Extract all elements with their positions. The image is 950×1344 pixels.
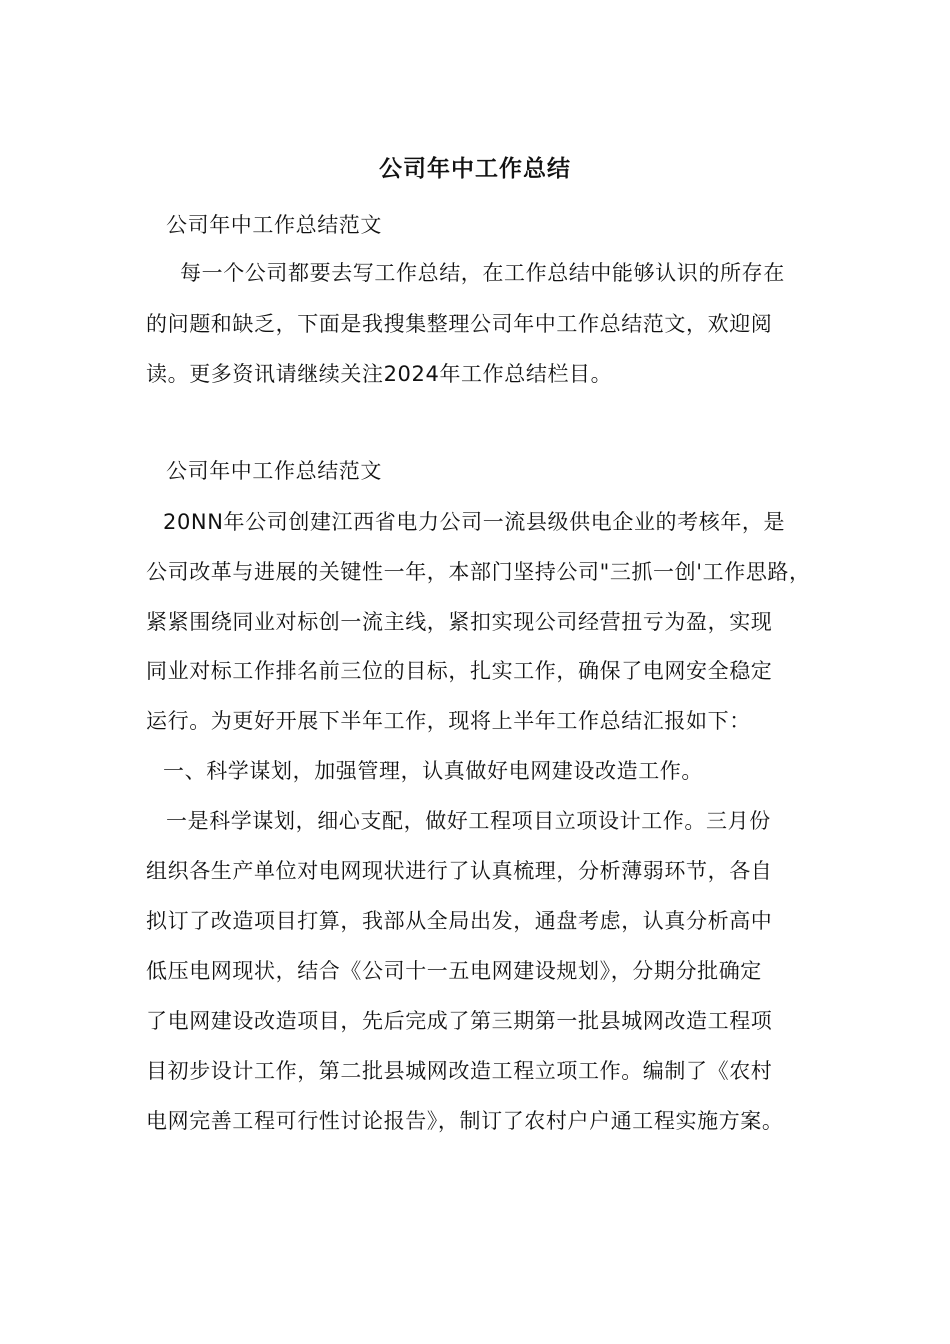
section-heading-line: 公司年中工作总结范文 xyxy=(166,459,382,483)
paragraph-line: 电网完善工程可行性讨论报告》，制订了农村户户通工程实施方案。 xyxy=(146,1109,784,1133)
paragraph-line: 同业对标工作排名前三位的目标，扎实工作，确保了电网安全稳定 xyxy=(146,659,773,683)
paragraph-line: 公司改革与进展的关键性一年，本部门坚持公司"三抓一创'工作思路， xyxy=(146,560,811,584)
paragraph-line: 每一个公司都要去写工作总结，在工作总结中能够认识的所存在 xyxy=(180,261,785,285)
paragraph-line: 的问题和缺乏，下面是我搜集整理公司年中工作总结范文，欢迎阅 xyxy=(146,312,773,336)
paragraph-line: 运行。为更好开展下半年工作，现将上半年工作总结汇报如下： xyxy=(146,709,751,733)
paragraph-line: 一是科学谋划，细心支配，做好工程项目立项设计工作。三月份 xyxy=(166,809,771,833)
paragraph-line: 读。更多资讯请继续关注2024年工作总结栏目。 xyxy=(146,362,613,386)
paragraph-line: 目初步设计工作，第二批县城网改造工程立项工作。编制了《农村 xyxy=(146,1059,773,1083)
subtitle-line: 公司年中工作总结范文 xyxy=(166,213,382,237)
paragraph-line: 低压电网现状，结合《公司十一五电网建设规划》，分期分批确定 xyxy=(146,959,762,983)
paragraph-line: 20NN年公司创建江西省电力公司一流县级供电企业的考核年，是 xyxy=(163,510,786,534)
paragraph-line: 了电网建设改造项目，先后完成了第三期第一批县城网改造工程项 xyxy=(146,1009,773,1033)
paragraph-line: 紧紧围绕同业对标创一流主线，紧扣实现公司经营扭亏为盈，实现 xyxy=(146,610,773,634)
paragraph-line: 组织各生产单位对电网现状进行了认真梳理，分析薄弱环节，各自 xyxy=(146,859,773,883)
section-heading-line: 一、科学谋划，加强管理，认真做好电网建设改造工作。 xyxy=(163,759,703,783)
paragraph-line: 拟订了改造项目打算，我部从全局出发，通盘考虑，认真分析高中 xyxy=(146,909,773,933)
document-title: 公司年中工作总结 xyxy=(379,156,571,182)
